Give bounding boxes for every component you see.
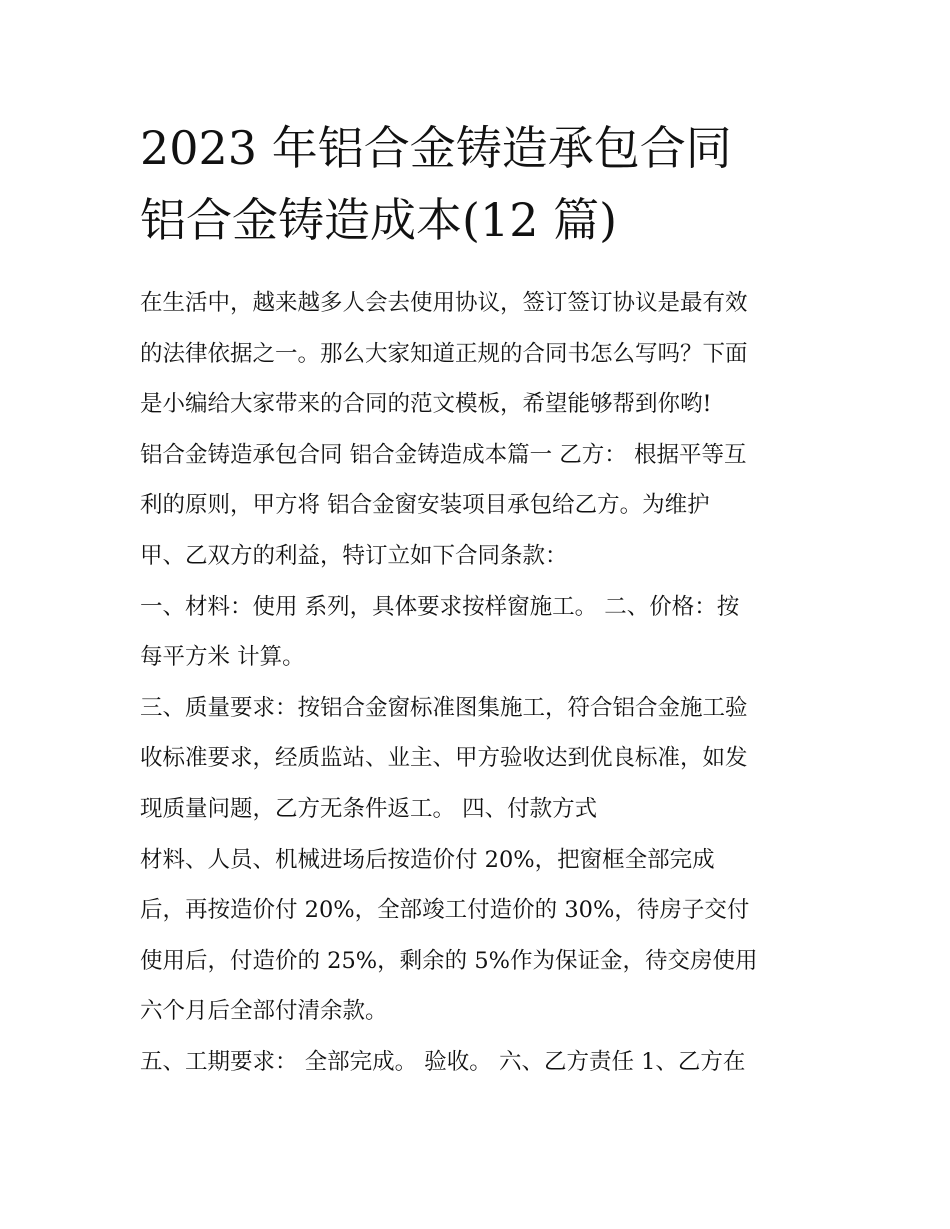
body-line: 现质量问题，乙方无条件返工。 四、付款方式 <box>140 795 598 822</box>
body-line: 使用后，付造价的 25%，剩余的 5%作为保证金，待交房使用 <box>140 947 758 974</box>
body-line: 每平方米 计算。 <box>140 644 305 671</box>
body-line: 三、质量要求：按铝合金窗标准图集施工，符合铝合金施工验 <box>140 694 748 721</box>
body-line: 的法律依据之一。那么大家知道正规的合同书怎么写吗？下面 <box>140 340 748 367</box>
body-line: 五、工期要求： 全部完成。 验收。 六、乙方责任 1、乙方在 <box>140 1048 746 1075</box>
body-line: 铝合金铸造承包合同 铝合金铸造成本篇一 乙方： 根据平等互 <box>140 441 747 468</box>
body-line: 甲、乙双方的利益，特订立如下合同条款： <box>140 542 568 569</box>
body-line: 一、材料：使用 系列，具体要求按样窗施工。 二、价格：按 <box>140 593 740 620</box>
body-line: 在生活中，越来越多人会去使用协议，签订签订协议是最有效 <box>140 290 748 316</box>
body-line: 后，再按造价付 20%，全部竣工付造价的 30%，待房子交付 <box>140 897 750 924</box>
title-line: 2023 年铝合金铸造承包合同 <box>140 121 732 175</box>
title-line: 铝合金铸造成本(12 篇) <box>140 193 618 247</box>
body-line: 利的原则，甲方将 铝合金窗安装项目承包给乙方。为维护 <box>140 492 710 519</box>
body-line: 是小编给大家带来的合同的范文模板，希望能够帮到你哟! <box>140 391 712 418</box>
document-title <box>140 112 820 256</box>
body-line: 六个月后全部付清余款。 <box>140 998 388 1025</box>
body-line: 收标准要求，经质监站、业主、甲方验收达到优良标准，如发 <box>140 745 748 772</box>
document-body <box>140 278 830 1088</box>
body-line: 材料、人员、机械进场后按造价付 20%，把窗框全部完成 <box>140 846 715 873</box>
